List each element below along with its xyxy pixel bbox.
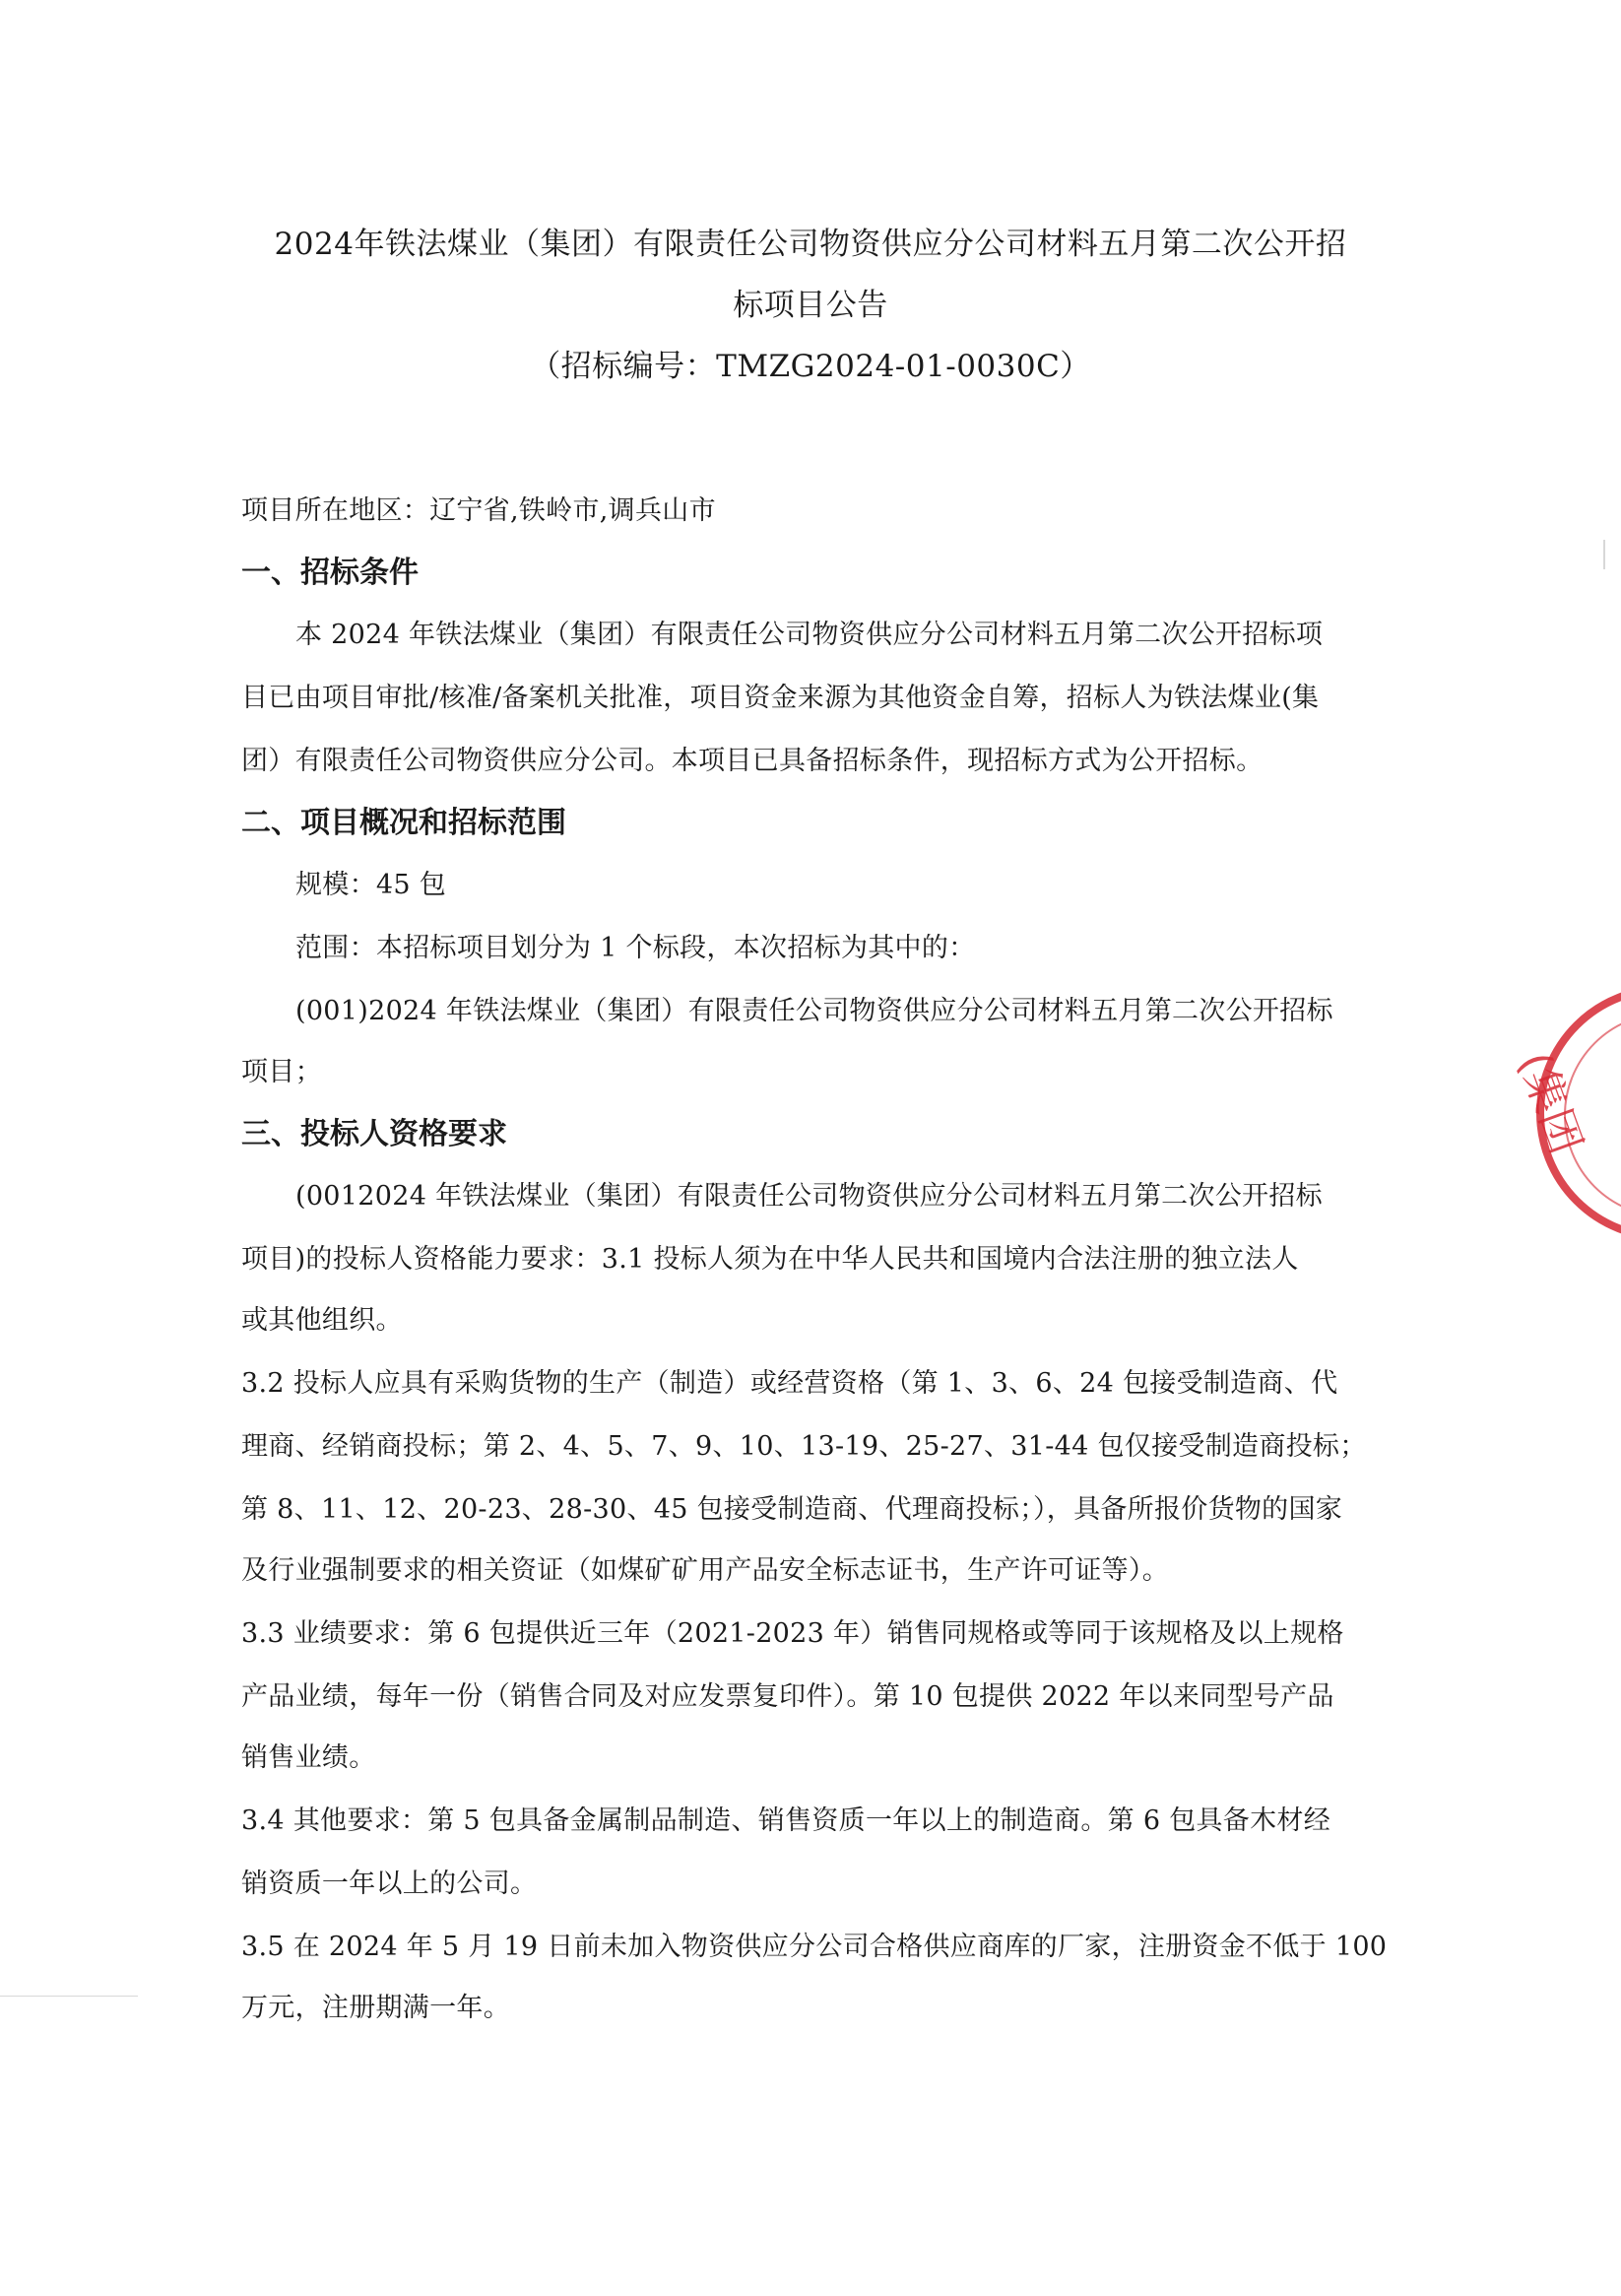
title-line-2: 标项目公告 bbox=[733, 288, 888, 323]
project-location: 项目所在地区：辽宁省,铁岭市,调兵山市 bbox=[241, 495, 716, 526]
section-2-line-3: (001)2024 年铁法煤业（集团）有限责任公司物资供应分公司材料五月第二次公开招标 bbox=[295, 996, 1333, 1026]
section-heading-2: 二、项目概况和招标范围 bbox=[241, 806, 566, 840]
tender-code: （招标编号：TMZG2024-01-0030C） bbox=[530, 349, 1091, 384]
section-2-line-1: 规模：45 包 bbox=[295, 870, 447, 900]
section-3-line-3: 或其他组织。 bbox=[241, 1305, 403, 1336]
section-2-line-2: 范围：本招标项目划分为 1 个标段，本次招标为其中的： bbox=[295, 933, 976, 963]
section-3-line-14: 万元，注册期满一年。 bbox=[241, 1993, 510, 2023]
section-3-line-2: 项目)的投标人资格能力要求：3.1 投标人须为在中华人民共和国境内合法注册的独立法人 bbox=[241, 1244, 1299, 1275]
official-seal-stamp bbox=[1508, 985, 1621, 1241]
section-1-line-1: 本 2024 年铁法煤业（集团）有限责任公司物资供应分公司材料五月第二次公开招标项 bbox=[295, 620, 1324, 650]
section-3-line-6: 第 8、11、12、20-23、28-30、45 包接受制造商、代理商投标；），具备所报价货物的国家 bbox=[241, 1494, 1343, 1525]
seal-text: (集团 bbox=[1508, 1045, 1591, 1161]
section-3-line-13: 3.5 在 2024 年 5 月 19 日前未加入物资供应分公司合格供应商库的厂家，注册资金不低于 100 bbox=[241, 1932, 1388, 1962]
section-3-line-5: 理商、经销商投标；第 2、4、5、7、9、10、13-19、25-27、31-44 包仅接受制造商投标； bbox=[241, 1431, 1367, 1462]
section-3-line-7: 及行业强制要求的相关资证（如煤矿矿用产品安全标志证书，生产许可证等）。 bbox=[241, 1555, 1169, 1586]
section-3-line-12: 销资质一年以上的公司。 bbox=[241, 1869, 538, 1899]
section-1-line-3: 团）有限责任公司物资供应分公司。本项目已具备招标条件，现招标方式为公开招标。 bbox=[241, 746, 1264, 776]
scan-artifact bbox=[1603, 540, 1605, 569]
section-3-line-11: 3.4 其他要求：第 5 包具备金属制品制造、销售资质一年以上的制造商。第 6 包具备木材经 bbox=[241, 1805, 1331, 1836]
section-3-line-9: 产品业绩，每年一份（销售合同及对应发票复印件）。第 10 包提供 2022 年以来同型号产品 bbox=[241, 1681, 1334, 1712]
section-3-line-10: 销售业绩。 bbox=[241, 1742, 376, 1773]
section-1-line-2: 目已由项目审批/核准/备案机关批准，项目资金来源为其他资金自筹，招标人为铁法煤业(集 bbox=[241, 683, 1320, 713]
section-3-line-8: 3.3 业绩要求：第 6 包提供近三年（2021-2023 年）销售同规格或等同于该规格及以上规格 bbox=[241, 1618, 1344, 1649]
section-2-line-4: 项目； bbox=[241, 1057, 322, 1087]
section-heading-3: 三、投标人资格要求 bbox=[241, 1117, 507, 1151]
section-heading-1: 一、招标条件 bbox=[241, 556, 419, 590]
section-3-line-1: (0012024 年铁法煤业（集团）有限责任公司物资供应分公司材料五月第二次公开招标 bbox=[295, 1181, 1323, 1212]
title-line-1: 2024年铁法煤业（集团）有限责任公司物资供应分公司材料五月第二次公开招 bbox=[274, 227, 1347, 262]
section-3-line-4: 3.2 投标人应具有采购货物的生产（制造）或经营资格（第 1、3、6、24 包接受制造商、代 bbox=[241, 1368, 1338, 1399]
scan-artifact bbox=[0, 1996, 138, 1997]
